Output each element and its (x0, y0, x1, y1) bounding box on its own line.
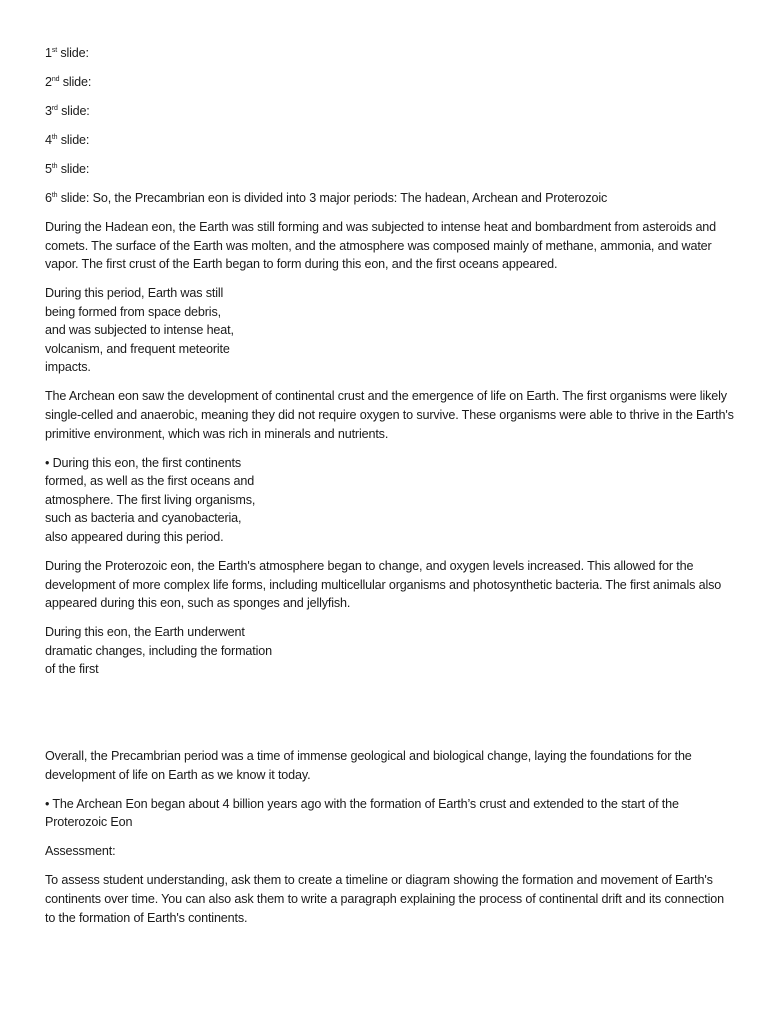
proterozoic-note: During this eon, the Earth underwent dramatic changes, including the formation of the first (45, 625, 272, 677)
ordinal-suffix: th (51, 162, 58, 170)
slide-label: slide: (57, 190, 90, 205)
slide-number: 3 (45, 103, 52, 118)
slide-label: slide: (57, 46, 89, 60)
assessment-heading: Assessment: (45, 844, 116, 859)
ordinal-suffix: rd (51, 104, 58, 112)
slide-line-3 (45, 102, 735, 121)
archean-bullet: • The Archean Eon began about 4 billion years ago with the formation of Earth’s crust and extended to the start of the Proterozoic Eon (45, 796, 679, 830)
slide-number: 4 (45, 132, 52, 147)
hadean-paragraph: During the Hadean eon, the Earth was still forming and was subjected to intense heat and bombardment from asteroids and comets. The surface of the Earth was molten, and the atmosphere was composed mainly of methane, ammonia, and water vapor. The first crust of the Earth began to form during this eon, and the first oceans appeared. (45, 219, 717, 272)
slide-number: 5 (45, 161, 52, 176)
slide-line-6 (45, 189, 735, 208)
slide-text: So, the Precambrian eon is divided into 3 major periods: The hadean, Archean and Proterozoic (89, 190, 608, 205)
hadean-note: During this period, Earth was still being formed from space debris, and was subjected to intense heat, volcanism, and frequent meteorite impacts. (45, 286, 234, 375)
slide-line-5 (45, 160, 735, 179)
proterozoic-paragraph: During the Proterozoic eon, the Earth's atmosphere began to change, and oxygen levels increased. This allowed for the development of more complex life forms, including multicellular organisms and photosynthetic bacteria. The first animals also appeared during this eon, such as sponges and jellyfish. (45, 558, 722, 611)
slide-line-2 (45, 73, 735, 92)
ordinal-suffix: th (51, 133, 58, 141)
slide-line-4 (45, 131, 735, 150)
slide-label: slide: (57, 161, 90, 176)
slide-number: 6 (45, 190, 52, 205)
slide-number: 2 (45, 74, 52, 89)
archean-note: • During this eon, the first continents formed, as well as the first oceans and atmosphere. The first living organisms, such as bacteria and cyanobacteria, also appeared during this period. (45, 455, 256, 544)
blank-space (45, 689, 735, 747)
slide-line-1 (45, 44, 735, 63)
slide-label: slide: (57, 103, 90, 118)
ordinal-suffix: nd (51, 75, 60, 83)
overall-paragraph: Overall, the Precambrian period was a time of immense geological and biological change, laying the foundations for the development of life on Earth as we know it today. (45, 749, 692, 782)
ordinal-suffix: st (51, 47, 58, 54)
slide-label: slide: (59, 74, 92, 89)
assessment-paragraph: To assess student understanding, ask them to create a timeline or diagram showing the formation and movement of Earth's continents over time. You can also ask them to write a paragraph explaining the process of continental drift and its connection to the formation of Earth's continents. (45, 873, 724, 925)
document-page (45, 44, 735, 938)
slide-number: 1 (45, 46, 52, 60)
slide-label: slide: (57, 132, 90, 147)
archean-paragraph: The Archean eon saw the development of continental crust and the emergence of life on Earth. The first organisms were likely single-celled and anaerobic, meaning they did not require oxygen to survive. These organisms were able to thrive in the Earth's primitive environment, which was rich in minerals and nutrients. (45, 389, 734, 441)
ordinal-suffix: th (51, 191, 58, 199)
